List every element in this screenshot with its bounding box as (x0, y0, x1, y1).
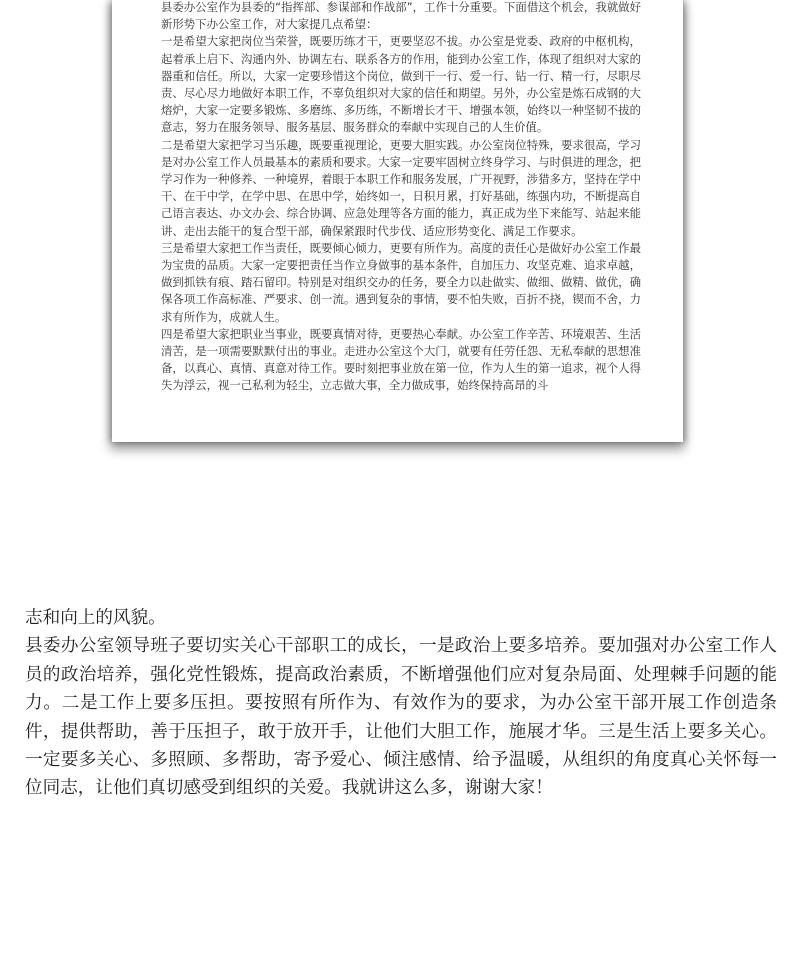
paragraph-closing: 县委办公室领导班子要切实关心干部职工的成长，一是政治上要多培养。要加强对办公室工作人员的政治培养，强化党性锻炼，提高政治素质，不断增强他们应对复杂局面、处理棘手问题的能力。二是工作上要多压担。要按照有所作为、有效作为的要求，为办公室干部开展工作创造条件，提供帮助，善于压担子，敢于放开手，让他们大胆工作，施展才华。三是生活上要多关心。一定要多关心、多照顾、多帮助，寄予爱心、倾注感情、给予温暖，从组织的角度真心关怀每一位同志，让他们真切感受到组织的关爱。我就讲这么多，谢谢大家！ (25, 636, 777, 799)
continuation-text (25, 604, 777, 803)
paragraph-hope-two: 二是希望大家把学习当乐趣，既要重视理论，更要大胆实践。办公室岗位特殊，要求很高，学习是对办公室工作人员最基本的素质和要求。大家一定要牢固树立终身学习、与时俱进的理念，把学习作为一种修养、一种境界，着眼于本职工作和服务发展，广开视野，涉猎多方，坚持在学中干、在干中学，在学中思、在思中学，始终如一，日积月累，打好基础，练强内功，不断提高自己语言表达、办文办会、综合协调、应急处理等各方面的能力，真正成为坐下来能写、站起来能讲、走出去能干的复合型干部，确保紧跟时代步伐、适应形势变化、满足工作要求。 (161, 137, 641, 238)
paragraph-hope-one: 一是希望大家把岗位当荣誉，既要历练才干，更要坚忍不拔。办公室是党委、政府的中枢机构，起着承上启下、沟通内外、协调左右、联系各方的作用，能到办公室工作，体现了组织对大家的器重和信任。所以，大家一定要珍惜这个岗位，做到干一行、爱一行、钻一行、精一行，尽职尽责、尽心尽力地做好本职工作，不辜负组织对大家的信任和期望。另外，办公室是炼石成钢的大熔炉，大家一定要多锻炼、多磨练、多历练，不断增长才干、增强本领，始终以一种坚韧不拔的意志，努力在服务领导、服务基层、服务群众的奉献中实现自己的人生价值。 (161, 34, 641, 135)
document-page-preview (112, 0, 683, 442)
paragraph-hope-three: 三是希望大家把工作当责任，既要倾心倾力，更要有所作为。高度的责任心是做好办公室工作最为宝贵的品质。大家一定要把责任当作立身做事的基本条件，自加压力、攻坚克难、追求卓越，做到抓铁有痕、踏石留印。特别是对组织交办的任务，要全力以赴做实、做细、做精、做优，确保各项工作高标准、严要求、创一流。遇到复杂的事情，要不怕失败，百折不挠，锲而不舍，力求有所作为，成就人生。 (161, 240, 641, 324)
paragraph-intro: 县委办公室作为县委的“指挥部、参谋部和作战部”，工作十分重要。下面借这个机会，我就做好新形势下办公室工作，对大家提几点希望： (161, 0, 641, 32)
document-page-body (161, 0, 641, 395)
paragraph-continuation: 志和向上的风貌。 (25, 608, 166, 628)
paragraph-hope-four: 四是希望大家把职业当事业，既要真情对待，更要热心奉献。办公室工作辛苦、环境艰苦、生活清苦，是一项需要默默付出的事业。走进办公室这个大门，就要有任劳任怨、无私奉献的思想准备，以真心、真情、真意对待工作。要时刻把事业放在第一位，作为人生的第一追求，视个人得失为浮云，视一己私利为轻尘，立志做大事，全力做成事，始终保持高昂的斗 (161, 326, 641, 393)
